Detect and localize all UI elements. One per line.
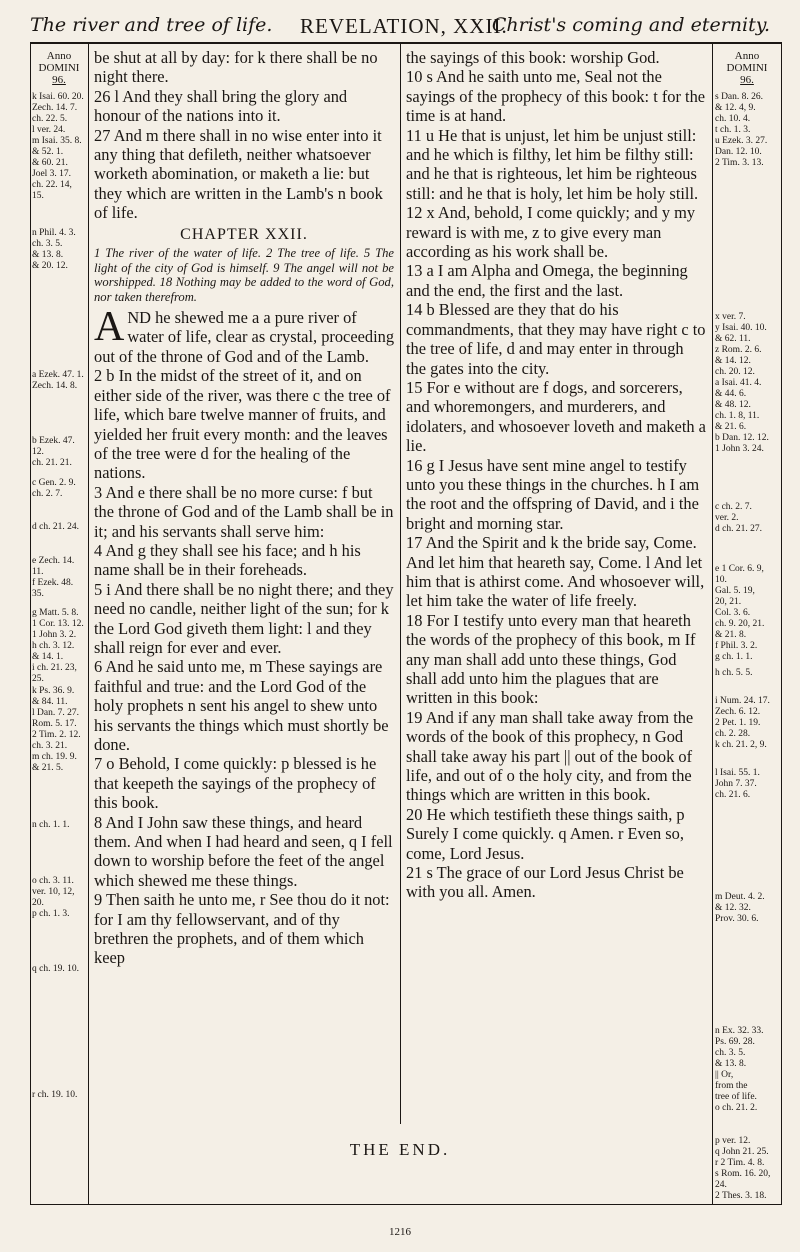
right-margin-anno: Anno xyxy=(734,50,760,62)
left-margin-rule xyxy=(88,44,89,1204)
margin-note: c ch. 2. 7. ver. 2. d ch. 21. 27. xyxy=(715,502,762,534)
margin-note: m Deut. 4. 2. & 12. 32. Prov. 30. 6. xyxy=(715,892,765,924)
verse-text: 21 s The grace of our Lord Jesus Christ be with you all. Amen. xyxy=(406,863,688,902)
left-margin-notes xyxy=(32,50,86,1200)
verse-text: be shut at all by day: for k there shall be no night there. xyxy=(94,48,382,87)
left-margin-year: 96. xyxy=(52,74,66,86)
right-frame-rule xyxy=(781,44,782,1204)
margin-note: c Gen. 2. 9. ch. 2. 7. xyxy=(32,478,76,499)
verse-text: 8 And I John saw these things, and heard them. And when I had heard and seen, q I fell down to worship before the feet of the angel which shewed me these things. xyxy=(94,812,397,890)
left-frame-rule xyxy=(30,44,31,1204)
margin-note: e Zech. 14. 11. f Ezek. 48. 35. xyxy=(32,556,75,599)
margin-note: n Ex. 32. 33. Ps. 69. 28. ch. 3. 5. & 13. 8. || Or, from the tree of life. o ch. 21. 2. xyxy=(715,1026,764,1113)
margin-note: x ver. 7. y Isai. 40. 10. & 62. 11. z Rom. 2. 6. & 14. 12. ch. 20. 12. a Isai. 41. 4. & 44. 6. & 48. 12. ch. 1. 8, 11. & 21. 6. b Dan. 12. 12. 1 John 3. 24. xyxy=(715,312,769,454)
margin-note: q ch. 19. 10. xyxy=(32,964,79,974)
margin-note: a Ezek. 47. 1. Zech. 14. 8. xyxy=(32,370,84,391)
text-column-right xyxy=(406,48,711,902)
verse-text: 4 And g they shall see his face; and h his name shall be in their foreheads. xyxy=(94,540,365,580)
margin-note: k Isai. 60. 20. Zech. 14. 7. ch. 22. 5. l ver. 24. m Isai. 35. 8. & 52. 1. & 60. 21. Joel 3. 17. ch. 22. 14, 15. xyxy=(32,92,84,201)
right-margin-notes xyxy=(715,50,779,1200)
left-margin-domini: DOMINI xyxy=(38,62,80,74)
left-margin-anno: Anno xyxy=(46,50,72,62)
page-number: 1216 xyxy=(389,1226,411,1238)
header-left: The river and tree of life. xyxy=(30,14,273,36)
the-end: THE END. xyxy=(349,1140,451,1159)
header-right: Christ's coming and eternity. xyxy=(491,14,770,36)
verse-text: 9 Then saith he unto me, r See thou do it not: for I am thy fellowservant, and of thy brethren the prophets, and of them which keep xyxy=(94,890,394,968)
right-margin-rule xyxy=(712,44,713,1204)
verse-1 xyxy=(94,304,399,366)
drop-cap: A xyxy=(94,304,125,351)
verse-text: 27 And m there shall in no wise enter into it any thing that defileth, neither whatsoever worketh abomination, or maketh a lie: but they which are written in the Lamb's n book of life. xyxy=(94,125,387,223)
chapter-summary: 1 The river of the water of life. 2 The tree of life. 5 The light of the city of God is himself. 9 The angel will not be worshipped. 18 Nothing may be added to the word of God, nor taken therefrom. xyxy=(94,246,394,304)
verse-text: 2 b In the midst of the street of it, and on either side of the river, was there c the tree of life, which bare twelve manner of fruits, and yielded her fruit every month: and the leaves of the tree were d for the healing of the nations. xyxy=(94,366,395,483)
verse-text: 5 i And there shall be no night there; and they need no candle, neither light of the sun; for k the Lord God giveth them light: l and they shall reign for ever and ever. xyxy=(94,579,398,657)
margin-note: h ch. 5. 5. xyxy=(715,668,753,678)
verse-text: the sayings of this book: worship God. xyxy=(406,48,660,67)
margin-note: n Phil. 4. 3. ch. 3. 5. & 13. 8. & 20. 12. xyxy=(32,228,76,271)
verse-text: 10 s And he saith unto me, Seal not the sayings of the prophecy of this book: t for the time is at hand. xyxy=(406,67,710,126)
margin-note: n ch. 1. 1. xyxy=(32,820,70,830)
verse-text: 6 And he said unto me, m These sayings are faithful and true: and the Lord God of the holy prophets n sent his angel to shew unto his servants the things which must shortly be done. xyxy=(94,657,393,754)
margin-note: i Num. 24. 17. Zech. 6. 12. 2 Pet. 1. 19. ch. 2. 28. k ch. 21. 2, 9. xyxy=(715,696,770,750)
text-column-left xyxy=(94,48,399,968)
margin-note: s Dan. 8. 26. & 12. 4, 9. ch. 10. 4. t ch. 1. 3. u Ezek. 3. 27. Dan. 12. 10. 2 Tim. 3. 13. xyxy=(715,92,768,168)
margin-note: p ver. 12. q John 21. 25. r 2 Tim. 4. 8. s Rom. 16. 20, 24. 2 Thes. 3. 18. xyxy=(715,1136,771,1201)
margin-note: r ch. 19. 10. xyxy=(32,1090,78,1100)
margin-note: l Isai. 55. 1. John 7. 37. ch. 21. 6. xyxy=(715,768,760,800)
margin-note: e 1 Cor. 6. 9, 10. Gal. 5. 19, 20, 21. Col. 3. 6. ch. 9. 20, 21. & 21. 8. f Phil. 3. 2. g ch. 1. 1. xyxy=(715,564,765,662)
verse-text: 3 And e there shall be no more curse: f but the throne of God and of the Lamb shall be in it; and his servants shall serve him: xyxy=(94,482,398,541)
header-rule xyxy=(30,42,782,44)
verse-text: 11 u He that is unjust, let him be unjust still: and he which is filthy, let him be filthy still: and he that is righteous, let him be righteous still: and he that is holy, let him be holy still. xyxy=(406,125,701,203)
verse-text: 15 For e without are f dogs, and sorcerers, and whoremongers, and murderers, and idolaters, and whosoever loveth and maketh a lie. xyxy=(406,377,711,456)
verse-text: 13 a I am Alpha and Omega, the beginning and the end, the first and the last. xyxy=(406,261,692,300)
header-center: REVELATION, XXII. xyxy=(300,14,508,38)
margin-note: b Ezek. 47. 12. ch. 21. 21. xyxy=(32,436,75,468)
verse-text: 19 And if any man shall take away from the words of the book of this prophecy, n God shall take away his part || out of the book of life, and out of o the holy city, and from the things which are written in this book. xyxy=(406,707,698,805)
verse-text: 14 b Blessed are they that do his commandments, that they may have right c to the tree of life, d and may enter in through the gates into the city. xyxy=(406,300,710,378)
right-margin-domini: DOMINI xyxy=(726,62,768,74)
verse-text: 17 And the Spirit and k the bride say, Come. And let him that heareth say, Come. l And let him that is athirst come. And whosoever will, let him take the water of life freely. xyxy=(406,533,709,611)
chapter-heading: CHAPTER XXII. xyxy=(180,225,308,243)
verse-text: 16 g I Jesus have sent mine angel to testify unto you these things in the churches. h I am the root and the offspring of David, and i the bright and morning star. xyxy=(406,455,704,533)
margin-note: d ch. 21. 24. xyxy=(32,522,79,532)
verse-1-text: ND he shewed me a a pure river of water of life, clear as crystal, proceeding out of the throne of God and of the Lamb. xyxy=(94,308,399,366)
running-header xyxy=(30,8,770,40)
column-divider xyxy=(400,44,401,1124)
bottom-rule xyxy=(30,1204,782,1205)
right-margin-year: 96. xyxy=(740,74,754,86)
margin-note: g Matt. 5. 8. 1 Cor. 13. 12. 1 John 3. 2. h ch. 3. 12. & 14. 1. i ch. 21. 23, 25. xyxy=(32,608,84,684)
margin-note: k Ps. 36. 9. & 84. 11. l Dan. 7. 27. Rom. 5. 17. 2 Tim. 2. 12. ch. 3. 21. m ch. 19. 9. & 21. 5. xyxy=(32,686,81,773)
verse-text: 26 l And they shall bring the glory and honour of the nations into it. xyxy=(94,86,352,126)
margin-note: o ch. 3. 11. ver. 10, 12, 20. p ch. 1. 3. xyxy=(32,876,75,919)
verse-text: 20 He which testifieth these things saith, p Surely I come quickly. q Amen. r Even so, come, Lord Jesus. xyxy=(406,804,689,863)
verse-text: 7 o Behold, I come quickly: p blessed is he that keepeth the sayings of the prophecy of this book. xyxy=(94,754,381,813)
verse-text: 12 x And, behold, I come quickly; and y my reward is with me, z to give every man according as his work shall be. xyxy=(406,203,700,262)
verse-text: 18 For I testify unto every man that heareth the words of the prophecy of this book, m If any man shall add unto these things, God shall add unto him the plagues that are written in this book: xyxy=(406,610,700,708)
